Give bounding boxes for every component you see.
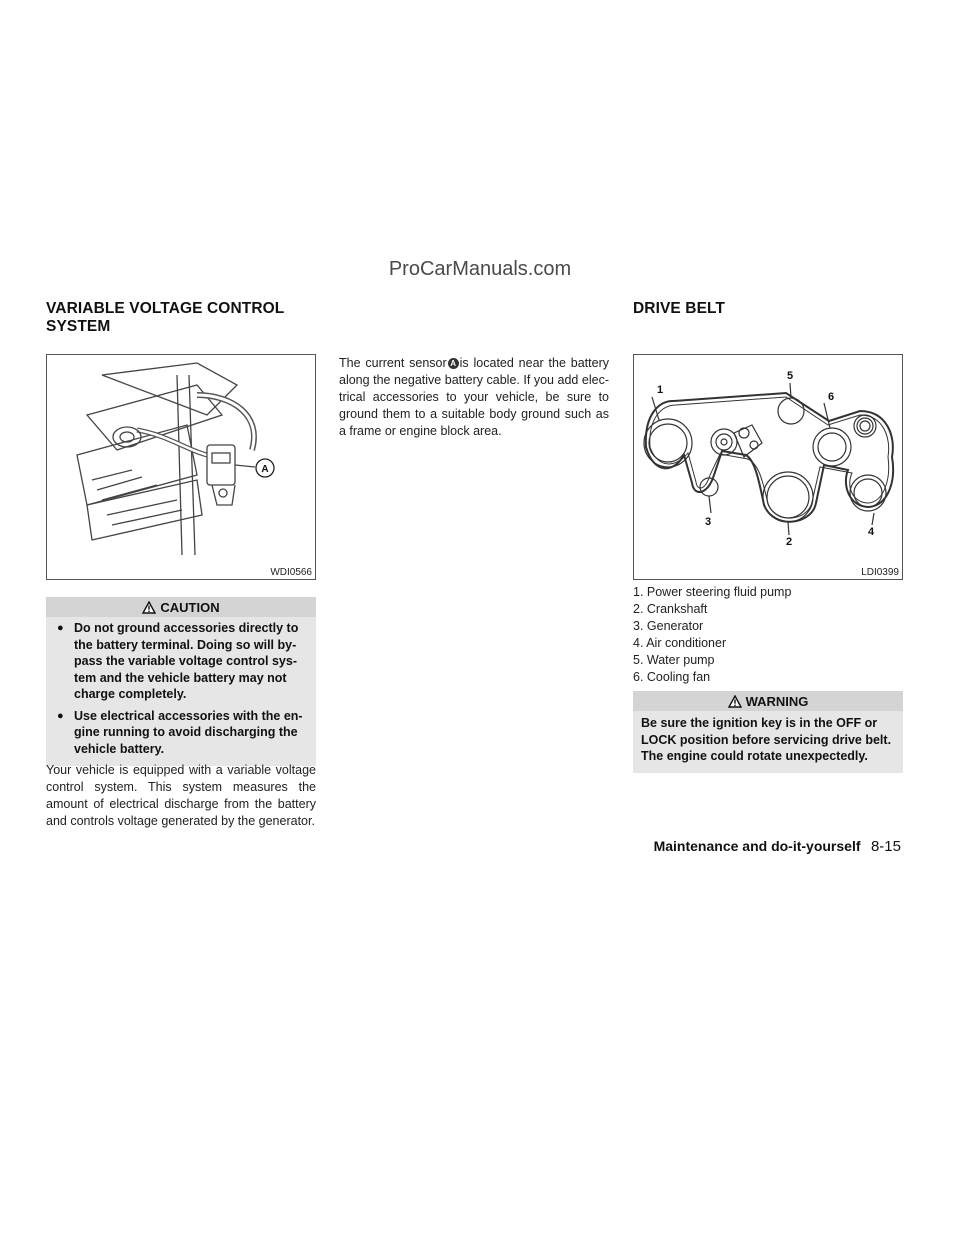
- warning-triangle-icon: [142, 601, 156, 614]
- watermark: ProCarManuals.com: [388, 258, 572, 280]
- callout-a-label: A: [261, 464, 269, 475]
- list-item: 2. Crankshaft: [633, 602, 708, 616]
- page-number: 8-15: [870, 838, 901, 855]
- footer-chapter-title: Maintenance and do-it-yourself: [653, 838, 861, 854]
- list-item: 4. Air conditioner: [633, 636, 727, 650]
- section-title-line1: VARIABLE VOLTAGE CONTROL: [46, 300, 285, 317]
- caution-list: [46, 617, 316, 766]
- caution-box: [46, 597, 316, 766]
- warning-box: [633, 691, 903, 773]
- diagram-label-6: 6: [828, 391, 835, 403]
- list-item: 1. Power steering fluid pump: [633, 585, 792, 599]
- section-title-line2: SYSTEM: [46, 318, 111, 335]
- warning-triangle-icon: [728, 695, 742, 708]
- paragraph-text-before: The current sensor: [339, 356, 447, 370]
- callout-a-marker-icon: A: [448, 358, 459, 369]
- diagram-label-2: 2: [786, 536, 793, 548]
- list-item: 3. Generator: [633, 619, 704, 633]
- section-title-variable-voltage: [46, 300, 284, 336]
- list-item: 5. Water pump: [633, 653, 715, 667]
- diagram-label-5: 5: [787, 370, 794, 382]
- paragraph-text-after: is located near the battery along the negative battery cable. If you add elec-trical accessories to your vehicle, be sure to ground them to a suitable body ground such as a frame or engine block area.: [339, 356, 609, 438]
- diagram-label-1: 1: [657, 384, 664, 396]
- warning-text: Be sure the ignition key is in the OFF or LOCK position before servicing drive belt. The engine could rotate unexpectedly.: [633, 711, 903, 773]
- figure-current-sensor: [46, 354, 316, 580]
- warning-header: [633, 691, 903, 711]
- paragraph-current-sensor: [339, 355, 609, 440]
- diagram-label-4: 4: [868, 526, 875, 538]
- caution-item: ● Do not ground accessories directly to the battery terminal. Doing so will by-pass the variable voltage control sys-tem and the vehicle battery may not charge completely.: [54, 620, 308, 703]
- figure-code: LDI0399: [861, 567, 899, 578]
- caution-title: CAUTION: [160, 599, 220, 615]
- page-footer: [0, 838, 901, 856]
- diagram-label-3: 3: [705, 516, 712, 528]
- paragraph-variable-voltage: Your vehicle is equipped with a variable voltage control system. This system measures the amount of electrical discharge from the battery and controls voltage generated by the generator.: [46, 763, 316, 828]
- caution-header: [46, 597, 316, 617]
- caution-item: ● Use electrical accessories with the en-gine running to avoid discharging the vehicle battery.: [54, 708, 308, 758]
- warning-title: WARNING: [745, 693, 809, 709]
- section-title-drive-belt: DRIVE BELT: [633, 300, 725, 317]
- caution-body: [46, 617, 316, 766]
- battery-illustration: [47, 355, 315, 579]
- list-item: 6. Cooling fan: [633, 670, 711, 684]
- drive-belt-parts-list: [633, 584, 903, 686]
- belt-routing-diagram: [634, 355, 902, 579]
- figure-code: WDI0566: [270, 567, 312, 578]
- figure-drive-belt: [633, 354, 903, 580]
